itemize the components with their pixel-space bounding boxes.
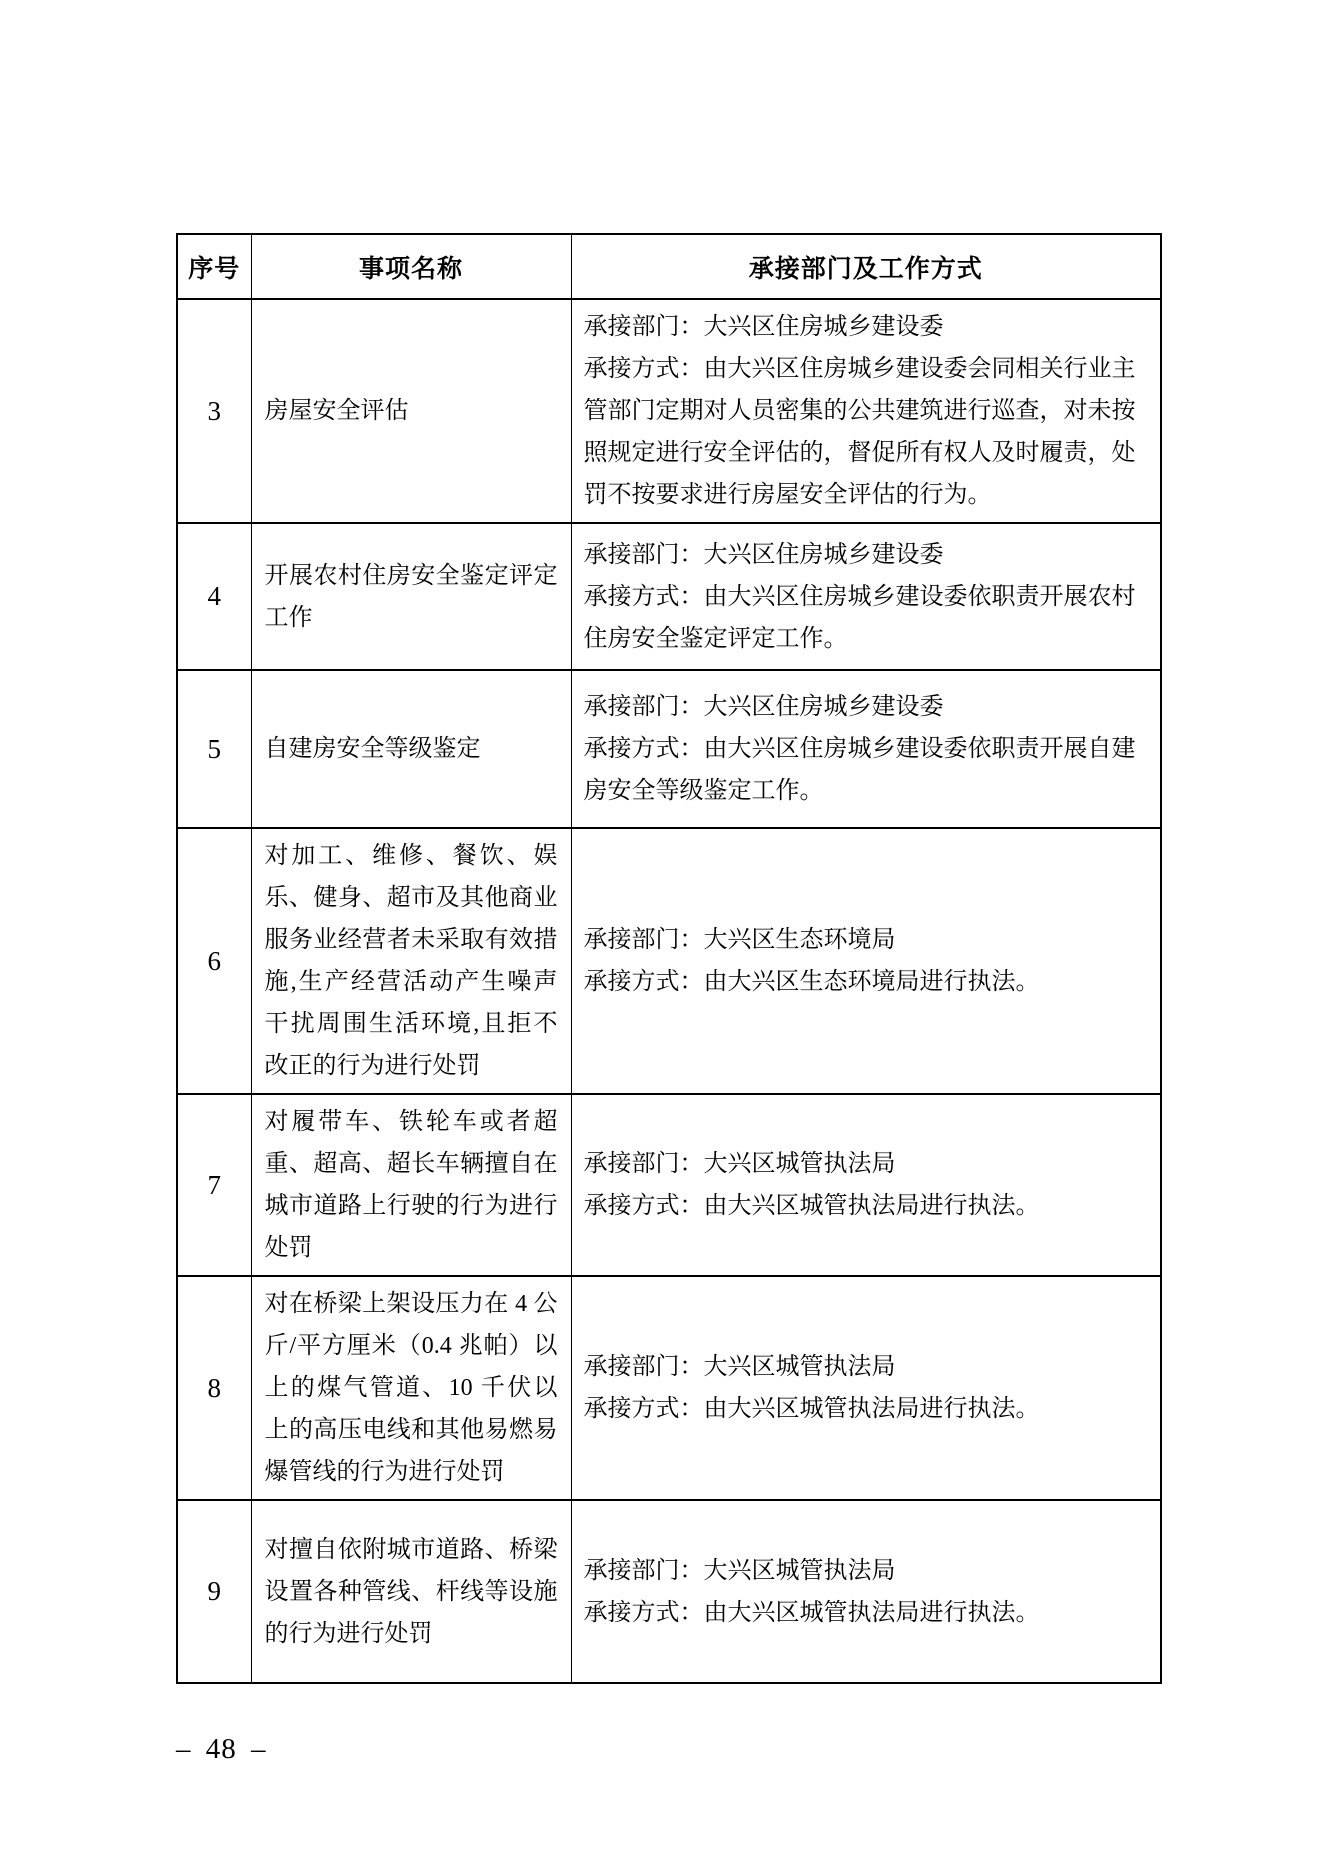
department-line: 承接部门：大兴区城管执法局 [583, 1151, 896, 1177]
department-cell [571, 670, 1161, 828]
table-row [177, 1500, 1161, 1683]
department-line: 承接部门：大兴区住房城乡建设委 [583, 541, 944, 568]
department-line: 承接部门：大兴区城管执法局 [583, 1557, 896, 1584]
item-name-cell: 开展农村住房安全鉴定评定工作 [251, 523, 571, 670]
row-number-cell: 7 [177, 1094, 251, 1276]
method-line: 承接方式：由大兴区城管执法局进行执法。 [583, 1599, 1040, 1626]
department-line: 承接部门：大兴区城管执法局 [583, 1354, 896, 1380]
column-header-item-name: 事项名称 [251, 234, 571, 299]
row-number-cell: 3 [177, 299, 251, 523]
method-line: 承接方式：由大兴区住房城乡建设委依职责开展自建房安全等级鉴定工作。 [583, 736, 1136, 804]
method-line: 承接方式：由大兴区城管执法局进行执法。 [583, 1396, 1040, 1422]
table-row [177, 828, 1161, 1094]
row-number-cell: 9 [177, 1500, 251, 1683]
item-name-cell: 对擅自依附城市道路、桥梁设置各种管线、杆线等设施的行为进行处罚 [251, 1500, 571, 1683]
table-header-row [177, 234, 1161, 299]
items-table [176, 233, 1162, 1684]
table-row [177, 299, 1161, 523]
row-number-cell: 8 [177, 1276, 251, 1500]
department-cell [571, 1500, 1161, 1683]
column-header-number: 序号 [177, 234, 251, 299]
department-cell [571, 1094, 1161, 1276]
row-number-cell: 4 [177, 523, 251, 670]
department-cell [571, 828, 1161, 1094]
table-row [177, 670, 1161, 828]
table-row [177, 523, 1161, 670]
row-number-cell: 6 [177, 828, 251, 1094]
method-line: 承接方式：由大兴区住房城乡建设委会同相关行业主管部门定期对人员密集的公共建筑进行巡查，对未按照规定进行安全评估的，督促所有权人及时履责，处罚不按要求进行房屋安全评估的行为。 [583, 356, 1136, 508]
method-line: 承接方式：由大兴区住房城乡建设委依职责开展农村住房安全鉴定评定工作。 [583, 583, 1136, 652]
column-header-department: 承接部门及工作方式 [571, 234, 1161, 299]
department-cell [571, 1276, 1161, 1500]
method-line: 承接方式：由大兴区生态环境局进行执法。 [583, 969, 1040, 995]
department-line: 承接部门：大兴区住房城乡建设委 [583, 314, 944, 340]
table-row [177, 1094, 1161, 1276]
item-name-cell: 对在桥梁上架设压力在 4 公斤/平方厘米（0.4 兆帕）以上的煤气管道、10 千伏以上的高压电线和其他易燃易爆管线的行为进行处罚 [251, 1276, 571, 1500]
row-number-cell: 5 [177, 670, 251, 828]
table-row [177, 1276, 1161, 1500]
method-line: 承接方式：由大兴区城管执法局进行执法。 [583, 1193, 1040, 1219]
page-number: – 48 – [176, 1733, 267, 1765]
department-cell [571, 299, 1161, 523]
department-line: 承接部门：大兴区生态环境局 [583, 927, 896, 953]
item-name-cell: 对加工、维修、餐饮、娱乐、健身、超市及其他商业服务业经营者未采取有效措施,生产经营活动产生噪声干扰周围生活环境,且拒不改正的行为进行处罚 [251, 828, 571, 1094]
item-name-cell: 房屋安全评估 [251, 299, 571, 523]
item-name-cell: 自建房安全等级鉴定 [251, 670, 571, 828]
item-name-cell: 对履带车、铁轮车或者超重、超高、超长车辆擅自在城市道路上行驶的行为进行处罚 [251, 1094, 571, 1276]
department-cell [571, 523, 1161, 670]
department-line: 承接部门：大兴区住房城乡建设委 [583, 694, 944, 720]
